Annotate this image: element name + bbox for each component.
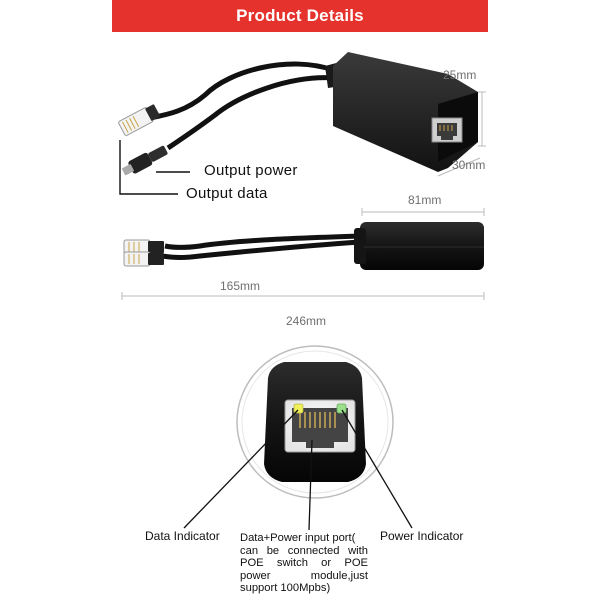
top-rj45-port-icon: [432, 118, 462, 142]
dim-cable-length-label: 165mm: [220, 279, 261, 293]
side-cable-power: [162, 242, 360, 258]
dc-barrel-plug-icon: [120, 143, 169, 178]
output-power-label: Output power: [204, 162, 298, 179]
dim-total-length-label: 246mm: [286, 314, 327, 328]
input-port-title: Data+Power input port(: [240, 532, 356, 544]
side-rj45-plug-lower-icon: [124, 252, 164, 266]
dim-height-label: 25mm: [443, 68, 477, 82]
port-closeup: [184, 346, 412, 530]
dim-body-length-label: 81mm: [408, 193, 442, 207]
input-port-description: [240, 532, 368, 595]
top-view-splitter: [118, 52, 486, 194]
data-indicator-led-icon: [294, 404, 303, 413]
output-data-label: Output data: [186, 185, 268, 202]
side-view-splitter: [122, 208, 484, 300]
power-indicator-label: Power Indicator: [380, 529, 464, 543]
banner-title: Product Details: [236, 6, 364, 25]
top-cable-power: [168, 78, 335, 148]
dim-width-label: 30mm: [452, 158, 486, 172]
power-indicator-led-icon: [337, 404, 346, 413]
top-cable-data: [150, 64, 333, 118]
splitter-body-side: [360, 222, 484, 270]
input-port-detail: can be connected with POE switch or POE power module,just support 100Mpbs): [240, 544, 368, 595]
data-indicator-label: Data Indicator: [145, 529, 220, 543]
